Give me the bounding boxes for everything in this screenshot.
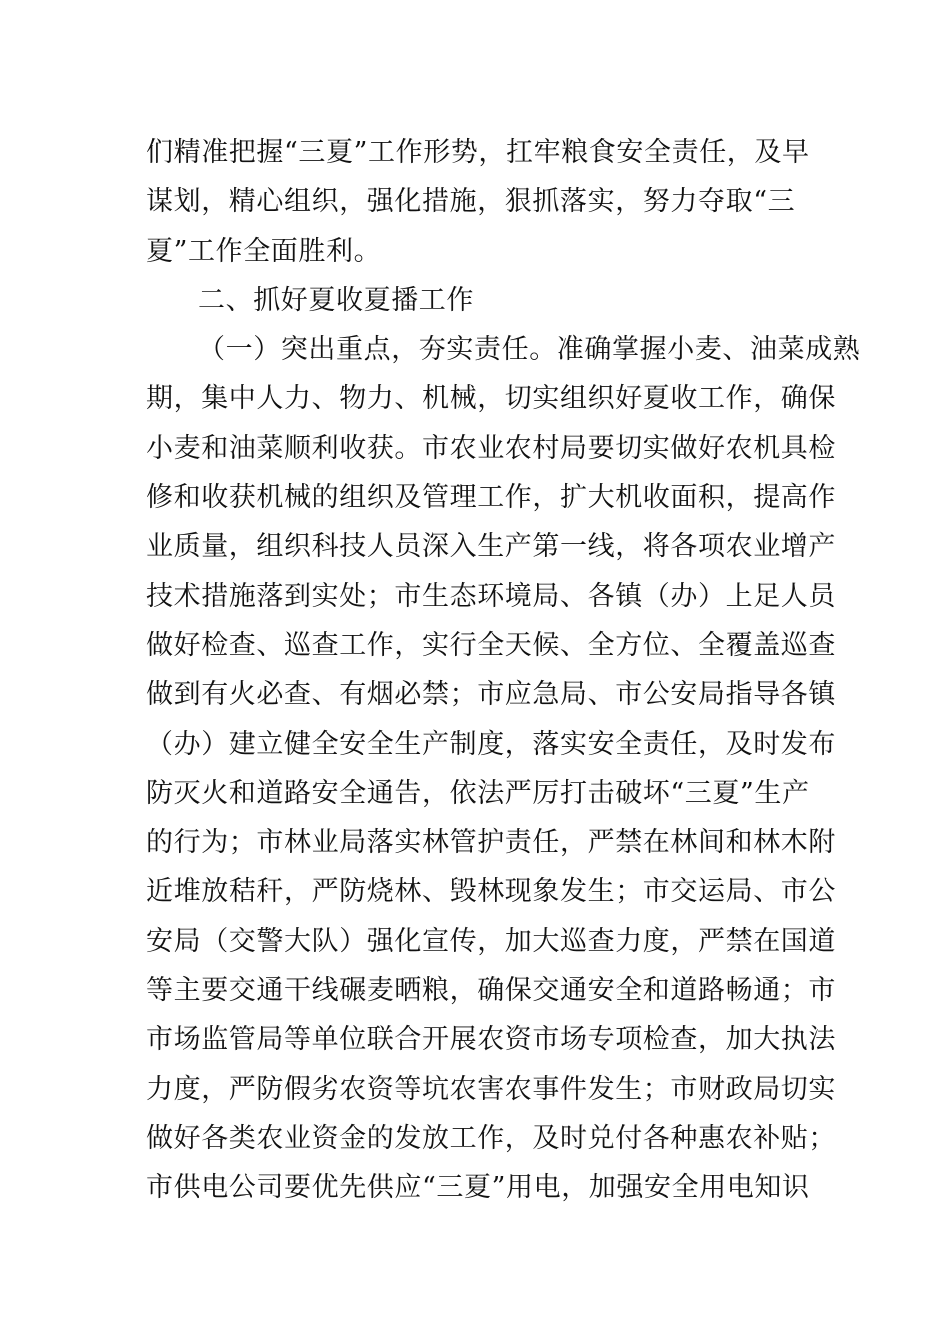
text-line: 的行为；市林业局落实林管护责任，严禁在林间和林木附 [146, 827, 836, 859]
text-line: 技术措施落到实处；市生态环境局、各镇（办）上足人员 [146, 580, 836, 612]
text-line: 小麦和油菜顺利收获。市农业农村局要切实做好农机具检 [146, 432, 836, 464]
text-line: 期，集中人力、物力、机械，切实组织好夏收工作，确保 [146, 383, 836, 415]
text-line: 防灭火和道路安全通告，依法严厉打击破坏“三夏”生产 [146, 777, 810, 809]
text-line: 修和收获机械的组织及管理工作，扩大机收面积，提高作 [146, 482, 836, 514]
section-heading: 二、抓好夏收夏播工作 [198, 284, 474, 316]
text-line: 做好检查、巡查工作，实行全天候、全方位、全覆盖巡查 [146, 629, 836, 661]
text-line: （办）建立健全安全生产制度，落实安全责任，及时发布 [146, 728, 836, 760]
text-line: 市供电公司要优先供应“三夏”用电，加强安全用电知识 [146, 1172, 810, 1204]
text-line: 近堆放秸秆，严防烧林、毁林现象发生；市交运局、市公 [146, 876, 836, 908]
text-line: 夏”工作全面胜利。 [146, 235, 382, 267]
text-line: 等主要交通干线碾麦晒粮，确保交通安全和道路畅通；市 [146, 975, 836, 1007]
text-line: 力度，严防假劣农资等坑农害农事件发生；市财政局切实 [146, 1073, 836, 1105]
text-line: 市场监管局等单位联合开展农资市场专项检查，加大执法 [146, 1024, 836, 1056]
text-line: 做好各类农业资金的发放工作，及时兑付各种惠农补贴； [146, 1122, 836, 1154]
text-line: 业质量，组织科技人员深入生产第一线，将各项农业增产 [146, 531, 836, 563]
text-line: 做到有火必查、有烟必禁；市应急局、市公安局指导各镇 [146, 679, 836, 711]
body-text [146, 128, 861, 1213]
text-line: 们精准把握“三夏”工作形势，扛牢粮食安全责任，及早 [146, 137, 810, 168]
text-line: 谋划，精心组织，强化措施，狠抓落实，努力夺取“三 [146, 186, 796, 218]
subsection-heading-line: （一）突出重点，夯实责任。准确掌握小麦、油菜成熟 [198, 334, 861, 366]
text-line: 安局（交警大队）强化宣传，加大巡查力度，严禁在国道 [146, 925, 836, 957]
